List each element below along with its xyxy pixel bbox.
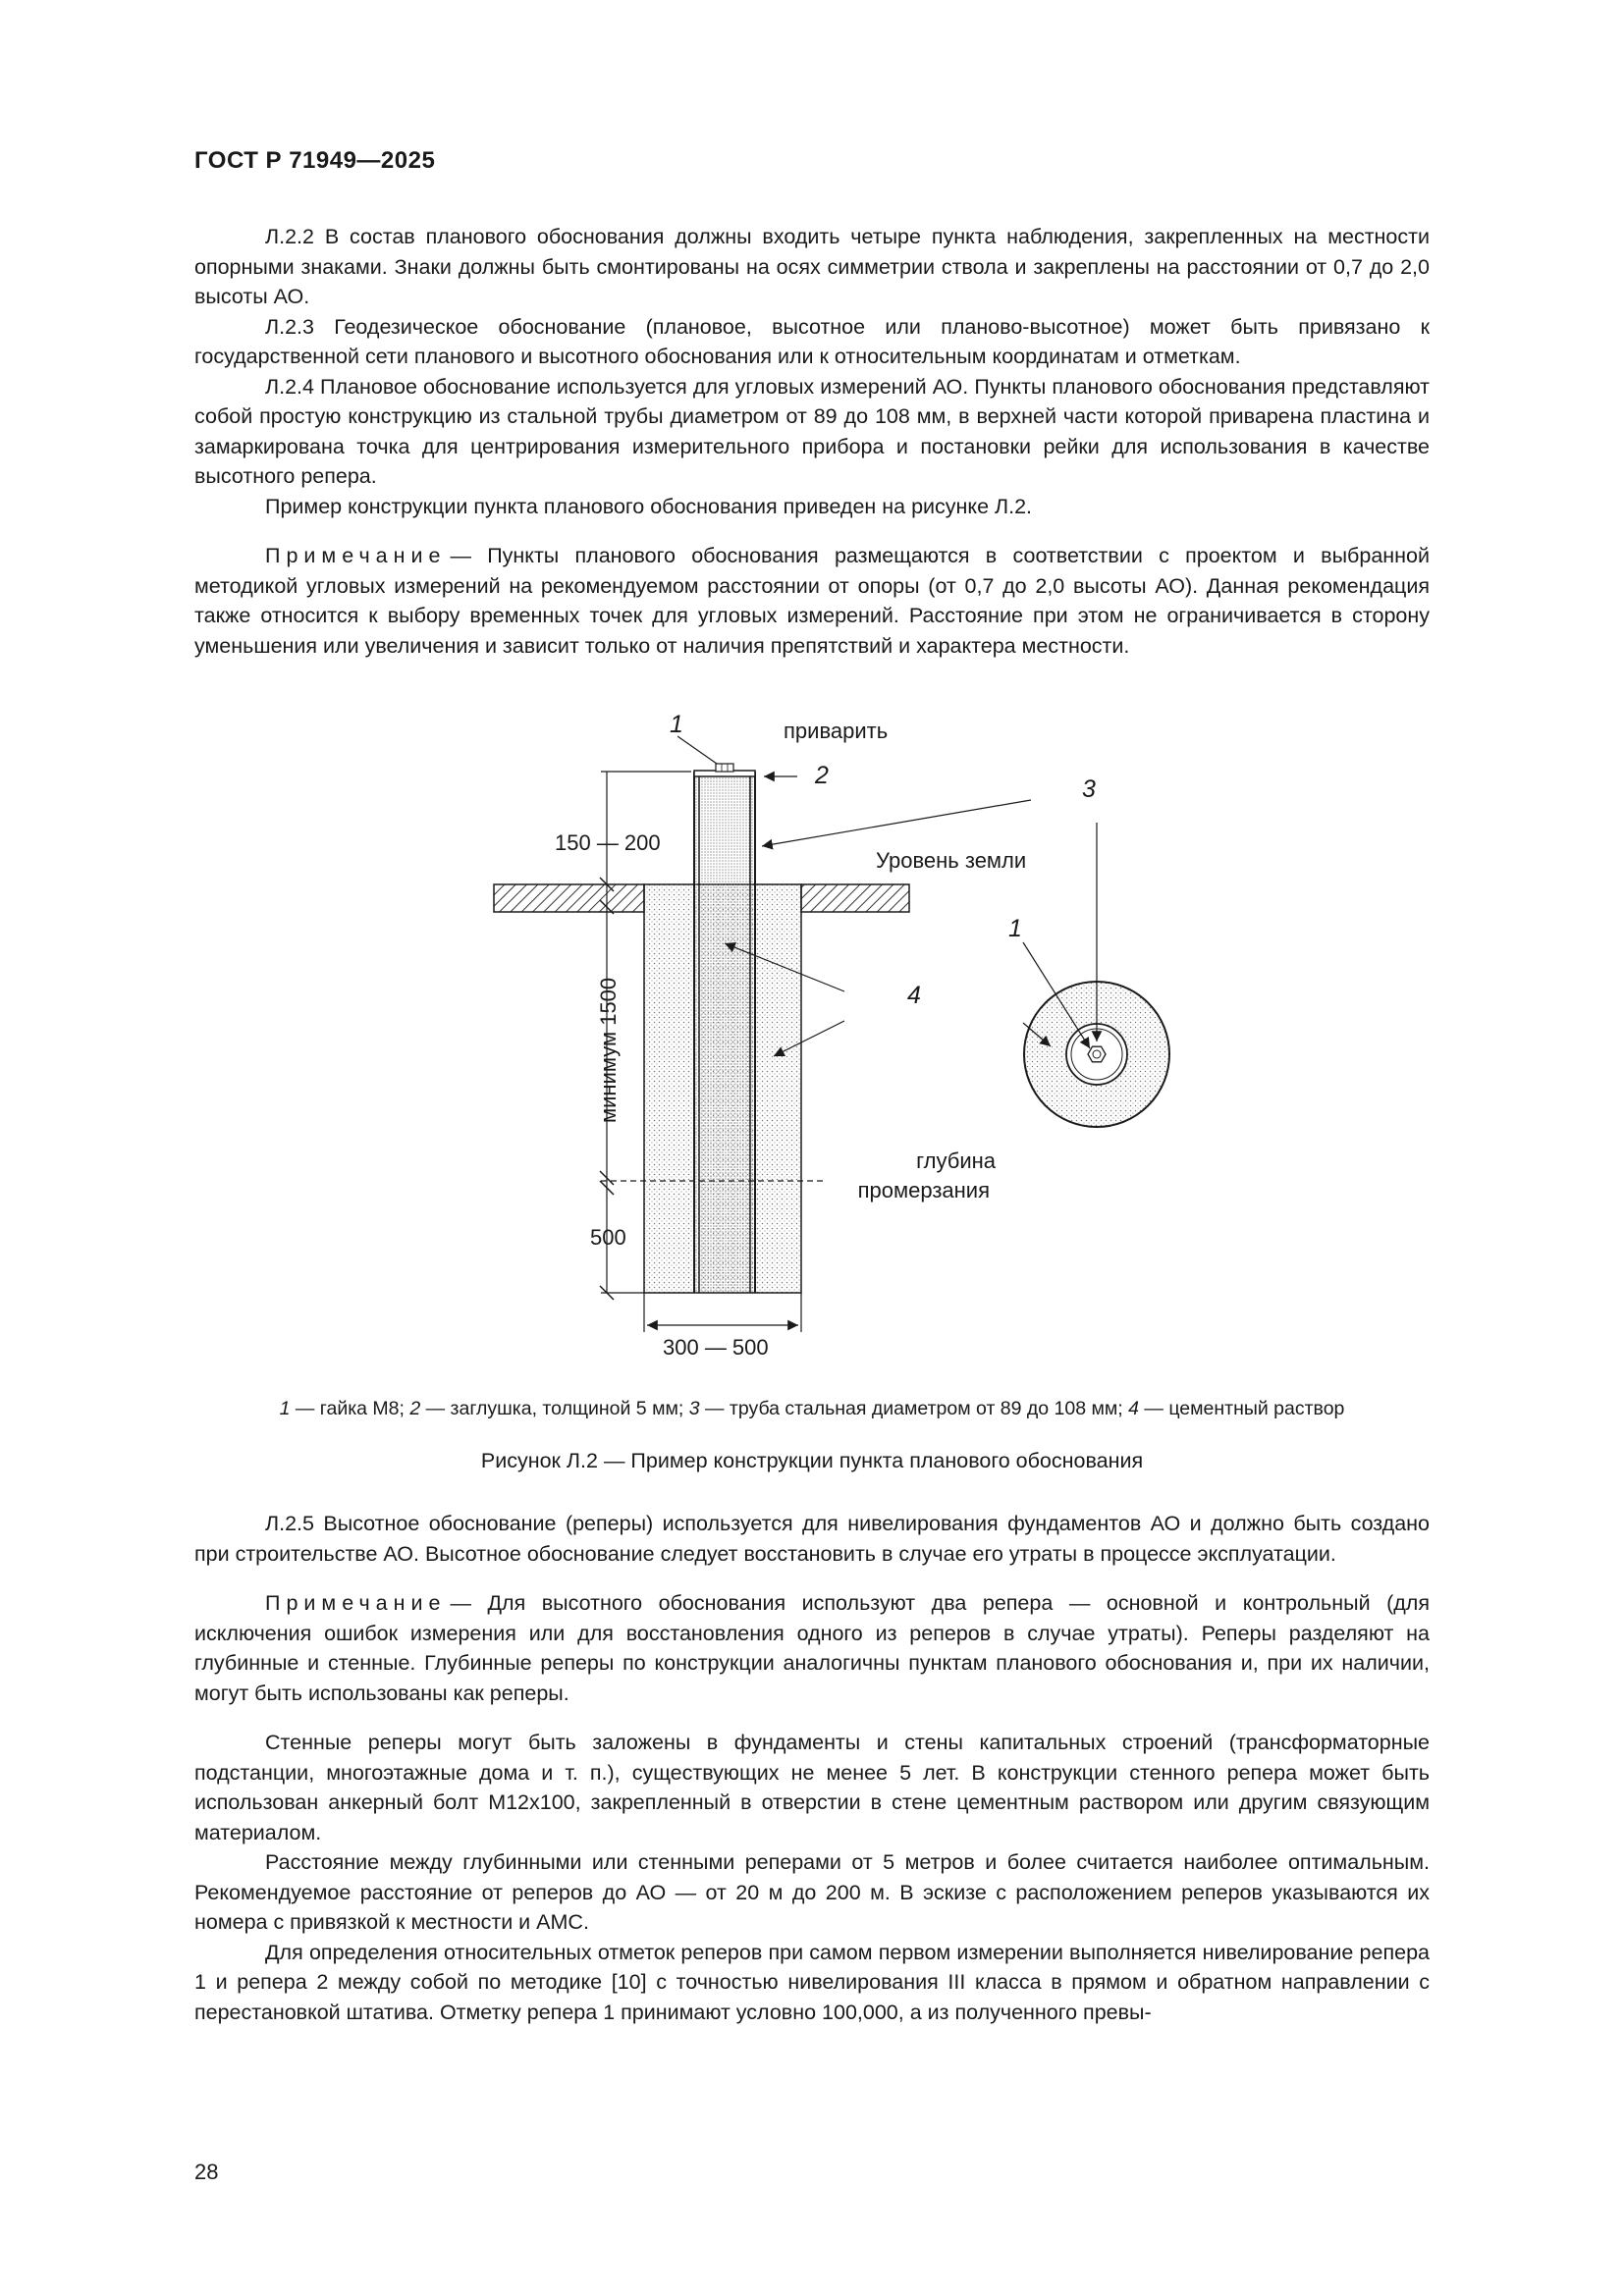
label-dim-top: 150 — 200	[555, 830, 661, 855]
label-dim-width: 300 — 500	[663, 1335, 769, 1360]
ground-slab-left	[494, 884, 644, 912]
ground-slab-right	[801, 884, 909, 912]
legend-num-3: 3	[688, 1398, 700, 1419]
label-1: 1	[670, 711, 683, 738]
note-text: — Пункты планового обоснования размещаются в соответствии с проектом и выбранной методикой угловых измерений на рекомендуемом расстоянии от опоры (от 0,7 до 2,0 высоты АО). Данная рекомендация также относится к выбору временных точек для угловых измерений. Расстояние при этом не ограничивается в сторону уменьшения или увеличения и зависит только от наличия препятствий и характера местности.	[194, 544, 1430, 658]
legend-text-4: — цементный раствор	[1139, 1398, 1345, 1419]
label-freeze-1: глубина	[916, 1148, 996, 1173]
paragraph-l25: Л.2.5 Высотное обоснование (реперы) используется для нивелирования фундаментов АО и должно быть создано при строительстве АО. Высотное обоснование следует восстановить в случае его утраты в процессе эксплуатации.	[194, 1512, 1430, 1566]
legend-num-1: 1	[279, 1398, 291, 1419]
nut-m8	[716, 764, 733, 772]
note-label: Примечание	[265, 1591, 447, 1615]
legend-text-2: — заглушка, толщиной 5 мм;	[420, 1398, 689, 1419]
text-block-lower	[194, 1509, 1430, 2027]
paragraph-l24: Л.2.4 Плановое обоснование используется для угловых измерений АО. Пункты планового обоснования представляют собой простую конструкцию из стальной трубы диаметром от 89 до 108 мм, в верхней части которой приварена пластина и замаркирована точка для центрирования измерительного прибора и постановки рейки для использования в качестве высотного репера.	[194, 374, 1430, 488]
note-2	[194, 1588, 1430, 1708]
label-dim-500: 500	[590, 1225, 626, 1250]
paragraph-l22: Л.2.2 В состав планового обоснования должны входить четыре пункта наблюдения, закрепленных на местности опорными знаками. Знаки должны быть смонтированы на осях симметрии ствола и закреплены на расстоянии от 0,7 до 2,0 высоты АО.	[194, 225, 1430, 308]
label-3: 3	[1082, 775, 1096, 803]
paragraph-figure-ref: Пример конструкции пункта планового обоснования приведен на рисунке Л.2.	[265, 494, 1033, 518]
label-weld: приварить	[784, 719, 889, 743]
steel-pipe	[694, 772, 755, 1293]
label-1-plan: 1	[1008, 915, 1022, 942]
legend-num-4: 4	[1128, 1398, 1139, 1419]
paragraph-leveling: Для определения относительных отметок реперов при самом первом измерении выполняется нивелирование репера 1 и репера 2 между собой по методике [10] с точностью нивелирования III класса в прямом и обратном направлении с перестановкой штатива. Отметку репера 1 принимают условно 100,000, а из полученного превы-	[194, 1940, 1430, 2024]
document-header: ГОСТ Р 71949—2025	[194, 147, 436, 174]
note-label: Примечание	[265, 544, 447, 567]
page-number: 28	[194, 2160, 219, 2184]
figure-legend	[194, 1398, 1430, 1420]
label-freeze-2: промерзания	[857, 1178, 990, 1202]
legend-text-1: — гайка М8;	[290, 1398, 410, 1419]
label-4: 4	[907, 982, 921, 1009]
label-ground-level: Уровень земли	[876, 848, 1027, 873]
paragraph-wall-benchmarks: Стенные реперы могут быть заложены в фундаменты и стены капитальных строений (трансформаторные подстанции, многоэтажные дома и т. п.), существующих не менее 5 лет. В конструкции стенного репера может быть использован анкерный болт М12х100, закрепленный в отверстии в стене цементным раствором или другим связующим материалом.	[194, 1731, 1430, 1844]
legend-text-3: — труба стальная диаметром от 89 до 108 мм;	[699, 1398, 1129, 1419]
figure-caption: Рисунок Л.2 — Пример конструкции пункта планового обоснования	[480, 1449, 1144, 1472]
paragraph-benchmark-distance: Расстояние между глубинными или стенными реперами от 5 метров и более считается наиболее оптимальным. Рекомендуемое расстояние от реперов до АО — от 20 м до 200 м. В эскизе с расположением реперов указываются их номера с привязкой к местности и АМС.	[194, 1850, 1430, 1934]
legend-num-2: 2	[409, 1398, 421, 1419]
label-2: 2	[815, 762, 829, 789]
note-text: — Для высотного обоснования используют два репера — основной и контрольный (для исключения ошибок измерения или для восстановления одного из реперов в случае утраты). Реперы разделяют на глубинные и стенные. Глубинные реперы по конструкции аналогичны пунктам планового обоснования и, при их наличии, могут быть использованы как реперы.	[194, 1591, 1430, 1705]
plan-view-nut	[1088, 1046, 1106, 1062]
paragraph-l23: Л.2.3 Геодезическое обоснование (плановое, высотное или планово-высотное) может быть привязано к государственной сети планового и высотного обоснования или к относительным координатам и отметкам.	[194, 314, 1430, 368]
label-dim-min: минимум 1500	[596, 977, 621, 1123]
